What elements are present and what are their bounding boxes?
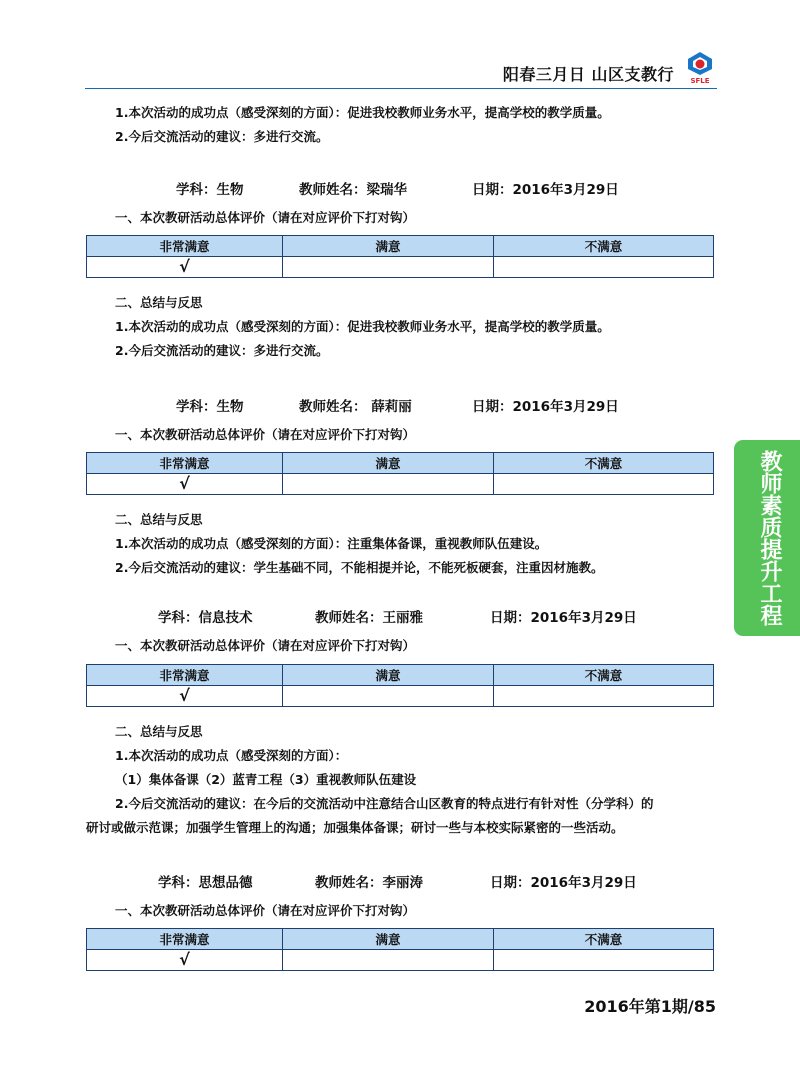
col-very-satisfied: 非常满意 [87,453,283,474]
rating-unsatisfied [494,686,714,707]
form-summary-line: 1.本次活动的成功点（感受深刻的方面）：促进我校教师业务水平，提高学校的教学质量。 [115,319,610,334]
col-satisfied: 满意 [283,665,494,686]
side-tab-label: 教师素质提升工程 [757,450,782,626]
school-logo [682,49,718,85]
col-satisfied: 满意 [283,453,494,474]
evaluation-table [86,452,714,495]
page-header-title: 阳春三月日 山区支教行 [502,65,674,84]
col-satisfied: 满意 [283,929,494,950]
form-section1-title: 一、本次教研活动总体评价（请在对应评价下打对钩） [115,638,416,653]
form-summary-line: 研讨或做示范课；加强学生管理上的沟通；加强集体备课；研讨一些与本校实际紧密的一些活动。 [86,820,624,835]
form-summary-line: （1）集体备课（2）蓝青工程（3）重视教师队伍建设 [115,772,417,787]
form-summary-line: 2.今后交流活动的建议：多进行交流。 [115,343,329,358]
top-summary-line-2: 2.今后交流活动的建议：多进行交流。 [115,129,329,144]
form-section2-title: 二、总结与反思 [115,512,203,527]
col-satisfied: 满意 [283,236,494,257]
evaluation-table [86,235,714,278]
form-subject: 学科：生物 [176,182,244,198]
form-teacher: 教师姓名： 薛莉丽 [299,399,412,415]
col-unsatisfied: 不满意 [494,453,714,474]
page-number: 2016年第1期/85 [584,997,716,1016]
form-teacher: 教师姓名：梁瑞华 [299,182,407,198]
form-subject: 学科：思想品德 [158,875,253,891]
col-unsatisfied: 不满意 [494,236,714,257]
rating-satisfied [283,686,494,707]
form-subject: 学科：信息技术 [158,610,253,626]
rating-unsatisfied [494,257,714,278]
col-very-satisfied: 非常满意 [87,929,283,950]
col-unsatisfied: 不满意 [494,665,714,686]
section-side-tab [734,440,800,636]
col-very-satisfied: 非常满意 [87,665,283,686]
form-section1-title: 一、本次教研活动总体评价（请在对应评价下打对钩） [115,903,416,918]
logo-text: SFLE [690,77,710,85]
form-date: 日期：2016年3月29日 [490,610,637,626]
rating-satisfied [283,950,494,971]
col-very-satisfied: 非常满意 [87,236,283,257]
form-date: 日期：2016年3月29日 [472,182,619,198]
form-summary-line: 1.本次活动的成功点（感受深刻的方面）：注重集体备课，重视教师队伍建设。 [115,536,548,551]
rating-very-satisfied: √ [87,257,283,278]
form-section2-title: 二、总结与反思 [115,295,203,310]
form-date: 日期：2016年3月29日 [490,875,637,891]
form-section2-title: 二、总结与反思 [115,724,203,739]
rating-very-satisfied: √ [87,686,283,707]
top-summary-line-1: 1.本次活动的成功点（感受深刻的方面）：促进我校教师业务水平，提高学校的教学质量。 [115,105,610,120]
rating-unsatisfied [494,474,714,495]
form-summary-line: 2.今后交流活动的建议：学生基础不同，不能相提并论，不能死板硬套，注重因材施教。 [115,560,604,575]
form-teacher: 教师姓名：王丽雅 [315,610,423,626]
evaluation-table [86,664,714,707]
form-section1-title: 一、本次教研活动总体评价（请在对应评价下打对钩） [115,427,416,442]
rating-very-satisfied: √ [87,474,283,495]
header-rule [85,88,717,89]
form-section1-title: 一、本次教研活动总体评价（请在对应评价下打对钩） [115,210,416,225]
form-subject: 学科：生物 [176,399,244,415]
rating-very-satisfied: √ [87,950,283,971]
form-teacher: 教师姓名：李丽涛 [315,875,423,891]
rating-satisfied [283,257,494,278]
form-date: 日期：2016年3月29日 [472,399,619,415]
rating-satisfied [283,474,494,495]
form-summary-line: 2.今后交流活动的建议：在今后的交流活动中注意结合山区教育的特点进行有针对性（分学科）的 [115,796,654,811]
evaluation-table [86,928,714,971]
col-unsatisfied: 不满意 [494,929,714,950]
form-summary-line: 1.本次活动的成功点（感受深刻的方面）： [115,748,348,763]
rating-unsatisfied [494,950,714,971]
